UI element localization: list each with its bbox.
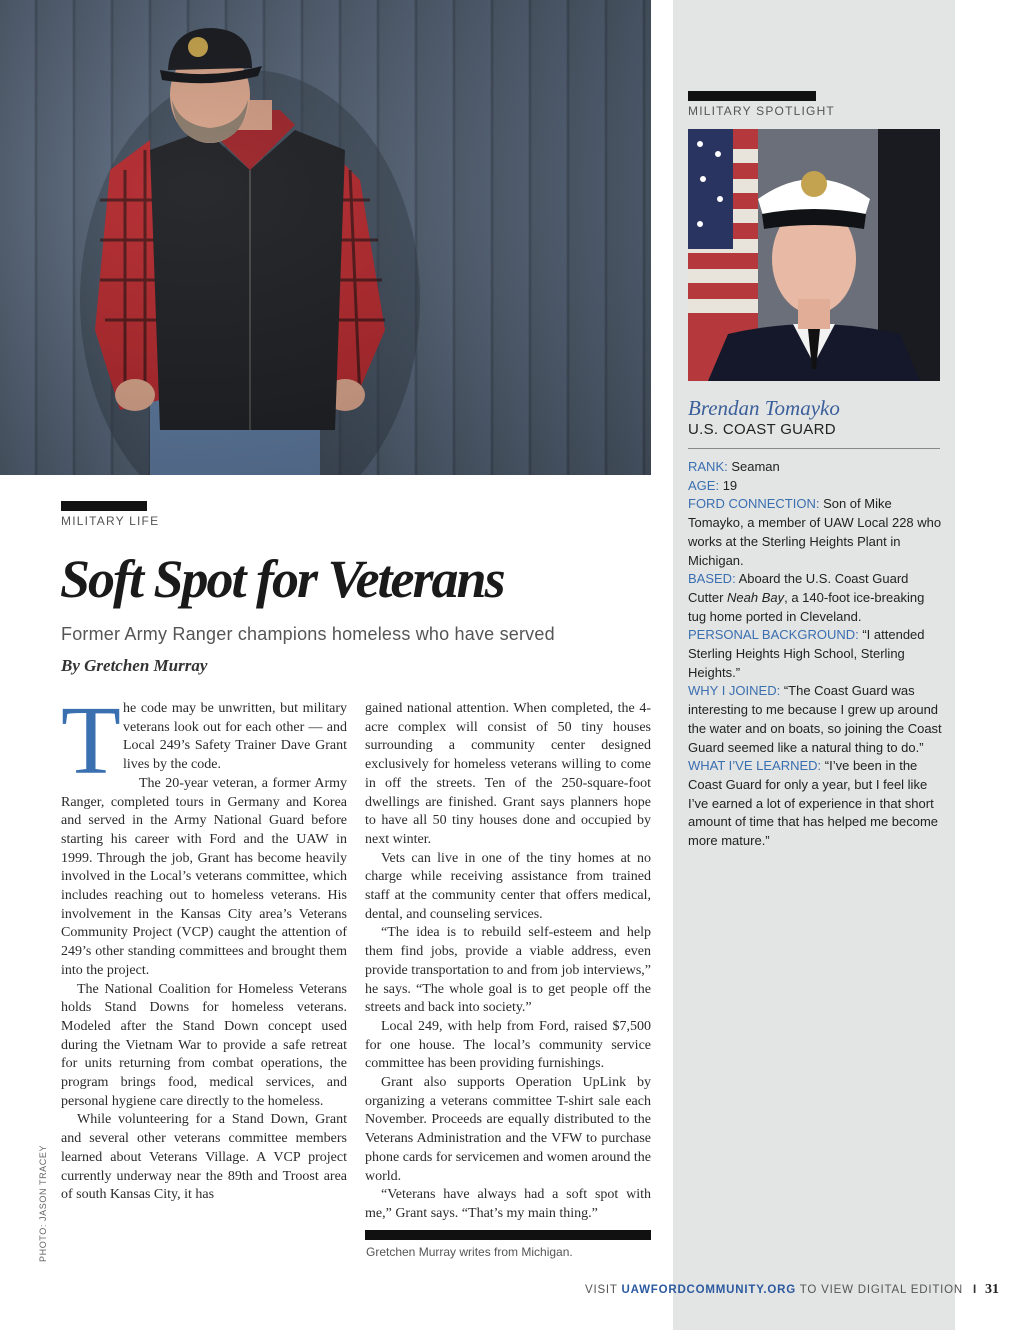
fact-age: AGE: 19 xyxy=(688,477,738,493)
paragraph: “Veterans have always had a soft spot with me,” Grant says. “That’s my main thing.” xyxy=(365,1187,651,1221)
article-end-bar xyxy=(365,1230,651,1240)
footer-url-link[interactable]: UAWFORDCOMMUNITY.ORG xyxy=(621,1284,796,1296)
article-byline: By Gretchen Murray xyxy=(61,656,208,675)
paragraph: Grant also supports Operation UpLink by organizing a veterans committee T-shirt sale each November. Proceeds are equally distributed to the Veterans Administration and the VFW to purchase phone cards for servicemen and women around the world. xyxy=(365,1075,651,1184)
fact-rank: RANK: Seaman xyxy=(688,459,780,474)
article-kicker-bar xyxy=(61,501,147,511)
fact-based: BASED: Aboard the U.S. Coast Guard Cutter Neah Bay, a 140-foot ice-breaking tug home ported in Cleveland. xyxy=(688,571,925,624)
page-number: 31 xyxy=(985,1282,999,1297)
fact-personal-background: PERSONAL BACKGROUND: “I attended Sterling Heights High School, Sterling Heights.” xyxy=(688,627,925,680)
paragraph: The 20-year veteran, a former Army Ranger, completed tours in Germany and Korea and served in the Army National Guard before starting his career with Ford and the UAW in 1999. Through the job, Grant has become heavily involved in the Local’s veterans committee, which includes reaching out to homeless veterans. His involvement in the Kansas City area’s Veterans Community Project (VCP) caught the attention of 249’s other standing committees and brought them into the project. xyxy=(61,775,347,978)
sidebar-divider xyxy=(688,448,940,449)
portrait-photo xyxy=(688,129,940,381)
portrait-illustration xyxy=(688,129,940,381)
page-footer xyxy=(585,1282,999,1298)
fact-what-ive-learned: WHAT I’VE LEARNED: “I’ve been in the Coast Guard for only a year, but I feel like I’ve earned a lot of experience in that short amount of time that has helped me become more mature.” xyxy=(688,758,939,849)
article-column-2 xyxy=(365,700,651,1224)
paragraph: While volunteering for a Stand Down, Grant and several other veterans committee members learned about Veterans Village. A VCP project currently underway near the 89th and Troost area of south Kansas City, it has xyxy=(61,1112,347,1203)
author-bio: Gretchen Murray writes from Michigan. xyxy=(366,1245,573,1259)
footer-visit: VISIT xyxy=(585,1284,622,1296)
sidebar-kicker-bar xyxy=(688,91,816,101)
fact-why-i-joined: WHY I JOINED: “The Coast Guard was interesting to me because I grew up around the water and on boats, so joining the Coast Guard seemed like a natural thing to do.” xyxy=(688,683,942,755)
spotlight-name: Brendan Tomayko xyxy=(688,396,840,420)
paragraph: Vets can live in one of the tiny homes at no charge while receiving assistance from trained staff at the community center that offers medical, dental, and counseling services. xyxy=(365,850,651,922)
drop-cap: T xyxy=(61,687,121,795)
paragraph: gained national attention. When completed, the 4-acre complex will consist of 50 tiny houses surrounding a community center designed exclusively for homeless veterans willing to come in off the streets. Ten of the 250-square-foot dwellings are finished. Grant says planners hope to have all 50 tiny houses done and occupied by next winter. xyxy=(365,701,651,847)
footer-separator: I xyxy=(973,1284,977,1296)
spotlight-branch: U.S. COAST GUARD xyxy=(688,421,836,438)
footer-tail: TO VIEW DIGITAL EDITION xyxy=(795,1284,963,1296)
paragraph: The code may be unwritten, but military veterans look out for each other — and Local 249’s Safety Trainer Dave Grant lives by the code. xyxy=(61,687,347,795)
photo-credit: PHOTO: JASON TRACEY xyxy=(38,1144,48,1262)
article-column-1 xyxy=(61,687,347,1205)
hero-photo xyxy=(0,0,651,475)
article-title: Soft Spot for Veterans xyxy=(60,549,504,609)
paragraph: “The idea is to rebuild self-esteem and help them find jobs, provide a viable address, even provide transportation to and from job interviews,” he says. “The whole goal is to get people off the streets and back into society.” xyxy=(365,925,651,1016)
article-subtitle: Former Army Ranger champions homeless who have served xyxy=(61,624,555,644)
paragraph: Local 249, with help from Ford, raised $7,500 for one house. The local’s community service committee has been providing furnishings. xyxy=(365,1018,651,1072)
spotlight-facts xyxy=(688,458,943,851)
article-kicker: MILITARY LIFE xyxy=(61,514,160,528)
sidebar-kicker: MILITARY SPOTLIGHT xyxy=(688,104,835,118)
fact-ford-connection: FORD CONNECTION: Son of Mike Tomayko, a member of UAW Local 228 who works at the Sterling Heights Plant in Michigan. xyxy=(688,496,942,568)
paragraph: The National Coalition for Homeless Veterans holds Stand Downs for homeless veterans. Modeled after the Stand Down concept used during the Vietnam War to provide a safe retreat for units returning from combat operations, the program brings food, medical services, and personal hygiene care directly to the homeless. xyxy=(61,981,347,1109)
